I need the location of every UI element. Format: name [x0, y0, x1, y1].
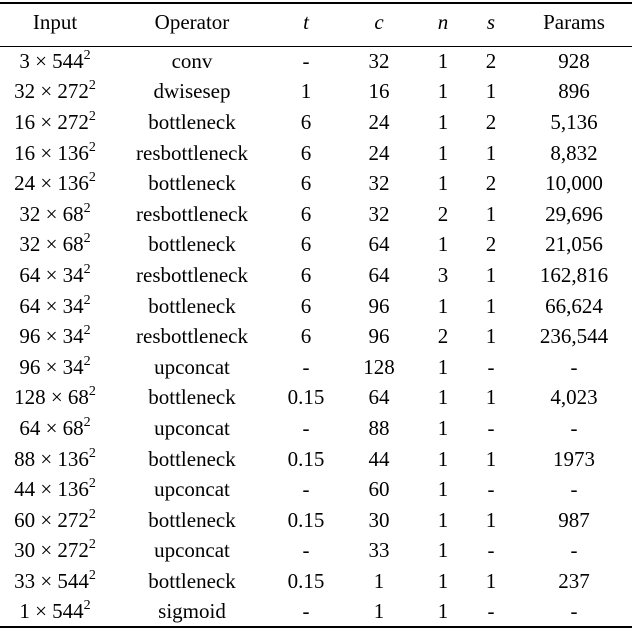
cell-operator: resbottleneck — [136, 324, 248, 349]
cell-operator: bottleneck — [148, 109, 236, 134]
cell-params: 8,832 — [550, 140, 598, 165]
cell-n: 1 — [437, 354, 449, 379]
cell-c: 128 — [363, 354, 395, 379]
cell-operator: bottleneck — [148, 507, 236, 532]
cell-t: - — [302, 477, 310, 502]
cell-params: - — [570, 538, 578, 563]
cell-input: $3 \times 544^2$ — [19, 48, 91, 74]
cell-t: - — [302, 49, 310, 74]
table-row — [0, 321, 632, 352]
cell-t: 1 — [300, 79, 312, 104]
cell-params: 1973 — [553, 446, 595, 471]
cell-t: 6 — [300, 109, 312, 134]
cell-c: 16 — [368, 79, 390, 104]
table-row — [0, 199, 632, 230]
cell-operator: dwisesep — [153, 79, 231, 104]
cell-params: 928 — [558, 49, 590, 74]
header-n: n — [437, 10, 449, 35]
table-row — [0, 566, 632, 597]
cell-n: 1 — [437, 232, 449, 257]
table-row — [0, 230, 632, 261]
table-row — [0, 138, 632, 169]
cell-n: 1 — [437, 79, 449, 104]
cell-input: $44 \times 136^2$ — [14, 476, 96, 502]
cell-t: 6 — [300, 262, 312, 287]
cell-t: 6 — [300, 232, 312, 257]
header-c: c — [374, 10, 384, 35]
cell-params: 4,023 — [550, 385, 598, 410]
header-t: t — [303, 10, 309, 35]
cell-n: 3 — [437, 262, 449, 287]
cell-t: 6 — [300, 171, 312, 196]
cell-operator: bottleneck — [148, 293, 236, 318]
cell-s: - — [487, 538, 495, 563]
cell-c: 64 — [368, 232, 390, 257]
cell-c: 44 — [368, 446, 390, 471]
cell-params: 896 — [558, 79, 590, 104]
cell-operator: bottleneck — [148, 171, 236, 196]
cell-t: - — [302, 415, 310, 440]
cell-s: 1 — [485, 385, 497, 410]
cell-operator: conv — [171, 49, 213, 74]
header-s: s — [486, 10, 496, 35]
table-row — [0, 474, 632, 505]
cell-c: 32 — [368, 49, 390, 74]
cell-c: 64 — [368, 262, 390, 287]
cell-input: $30 \times 272^2$ — [14, 537, 96, 563]
cell-c: 1 — [373, 568, 385, 593]
cell-c: 33 — [368, 538, 390, 563]
header-params: Params — [543, 10, 605, 35]
cell-s: 1 — [485, 201, 497, 226]
header-input: Input — [32, 10, 78, 35]
cell-t: 0.15 — [287, 385, 325, 410]
table-row — [0, 505, 632, 536]
cell-s: 1 — [485, 324, 497, 349]
cell-t: 0.15 — [287, 446, 325, 471]
header-operator: Operator — [154, 10, 230, 35]
table-row — [0, 168, 632, 199]
table-body — [0, 46, 632, 627]
cell-operator: resbottleneck — [136, 201, 248, 226]
cell-n: 1 — [437, 598, 449, 623]
cell-s: - — [487, 354, 495, 379]
cell-input: $96 \times 34^2$ — [19, 353, 91, 379]
cell-input: $32 \times 68^2$ — [19, 200, 91, 226]
table-row — [0, 444, 632, 475]
cell-s: 2 — [485, 232, 497, 257]
cell-operator: upconcat — [154, 415, 230, 440]
cell-t: - — [302, 598, 310, 623]
table-row — [0, 597, 632, 628]
cell-n: 1 — [437, 415, 449, 440]
cell-t: 6 — [300, 201, 312, 226]
cell-input: $32 \times 68^2$ — [19, 231, 91, 257]
table-row — [0, 46, 632, 77]
cell-t: 0.15 — [287, 507, 325, 532]
cell-s: 1 — [485, 568, 497, 593]
cell-t: 6 — [300, 324, 312, 349]
cell-s: - — [487, 598, 495, 623]
cell-input: $64 \times 34^2$ — [19, 292, 91, 318]
cell-params: - — [570, 598, 578, 623]
cell-n: 1 — [437, 446, 449, 471]
cell-operator: resbottleneck — [136, 262, 248, 287]
cell-t: - — [302, 538, 310, 563]
cell-input: $60 \times 272^2$ — [14, 506, 96, 532]
cell-n: 1 — [437, 477, 449, 502]
cell-c: 32 — [368, 171, 390, 196]
cell-params: - — [570, 354, 578, 379]
cell-s: 1 — [485, 507, 497, 532]
cell-s: - — [487, 477, 495, 502]
cell-input: $88 \times 136^2$ — [14, 445, 96, 471]
cell-t: 6 — [300, 293, 312, 318]
cell-operator: sigmoid — [158, 598, 226, 623]
cell-s: 2 — [485, 109, 497, 134]
cell-params: 66,624 — [545, 293, 603, 318]
cell-c: 32 — [368, 201, 390, 226]
cell-input: $24 \times 136^2$ — [14, 170, 96, 196]
cell-params: 236,544 — [539, 324, 609, 349]
cell-s: 2 — [485, 49, 497, 74]
table-row — [0, 352, 632, 383]
cell-s: 1 — [485, 293, 497, 318]
cell-input: $128 \times 68^2$ — [14, 384, 96, 410]
cell-input: $32 \times 272^2$ — [14, 78, 96, 104]
cell-c: 96 — [368, 324, 390, 349]
table-row — [0, 107, 632, 138]
cell-operator: upconcat — [154, 354, 230, 379]
table-row — [0, 383, 632, 414]
cell-c: 24 — [368, 109, 390, 134]
cell-s: 1 — [485, 262, 497, 287]
cell-t: 6 — [300, 140, 312, 165]
cell-s: 1 — [485, 79, 497, 104]
cell-n: 2 — [437, 324, 449, 349]
cell-n: 1 — [437, 140, 449, 165]
cell-params: - — [570, 415, 578, 440]
cell-s: 1 — [485, 140, 497, 165]
cell-c: 60 — [368, 477, 390, 502]
table-row — [0, 413, 632, 444]
cell-params: 237 — [558, 568, 590, 593]
cell-c: 24 — [368, 140, 390, 165]
cell-input: $1 \times 544^2$ — [19, 597, 91, 623]
cell-c: 96 — [368, 293, 390, 318]
cell-n: 1 — [437, 385, 449, 410]
cell-t: - — [302, 354, 310, 379]
cell-input: $96 \times 34^2$ — [19, 323, 91, 349]
cell-n: 2 — [437, 201, 449, 226]
table-row — [0, 260, 632, 291]
cell-operator: bottleneck — [148, 446, 236, 471]
cell-input: $16 \times 136^2$ — [14, 139, 96, 165]
table-header-row — [0, 3, 632, 46]
cell-operator: bottleneck — [148, 568, 236, 593]
cell-params: 29,696 — [545, 201, 603, 226]
cell-s: 2 — [485, 171, 497, 196]
cell-params: 5,136 — [550, 109, 598, 134]
cell-operator: upconcat — [154, 538, 230, 563]
cell-input: $33 \times 544^2$ — [14, 567, 96, 593]
architecture-table — [0, 2, 632, 628]
cell-params: 987 — [558, 507, 590, 532]
cell-n: 1 — [437, 538, 449, 563]
cell-operator: resbottleneck — [136, 140, 248, 165]
cell-operator: bottleneck — [148, 232, 236, 257]
cell-c: 88 — [368, 415, 390, 440]
cell-operator: bottleneck — [148, 385, 236, 410]
cell-n: 1 — [437, 568, 449, 593]
cell-input: $64 \times 34^2$ — [19, 261, 91, 287]
cell-t: 0.15 — [287, 568, 325, 593]
cell-s: - — [487, 415, 495, 440]
cell-operator: upconcat — [154, 477, 230, 502]
cell-n: 1 — [437, 49, 449, 74]
cell-input: $16 \times 272^2$ — [14, 108, 96, 134]
cell-n: 1 — [437, 507, 449, 532]
cell-c: 64 — [368, 385, 390, 410]
cell-n: 1 — [437, 293, 449, 318]
cell-c: 1 — [373, 598, 385, 623]
cell-params: 10,000 — [545, 171, 603, 196]
table-row — [0, 291, 632, 322]
cell-s: 1 — [485, 446, 497, 471]
cell-c: 30 — [368, 507, 390, 532]
table-row — [0, 536, 632, 567]
cell-n: 1 — [437, 109, 449, 134]
cell-params: - — [570, 477, 578, 502]
cell-input: $64 \times 68^2$ — [19, 414, 91, 440]
cell-params: 21,056 — [545, 232, 603, 257]
cell-n: 1 — [437, 171, 449, 196]
table-row — [0, 77, 632, 108]
cell-params: 162,816 — [539, 262, 609, 287]
